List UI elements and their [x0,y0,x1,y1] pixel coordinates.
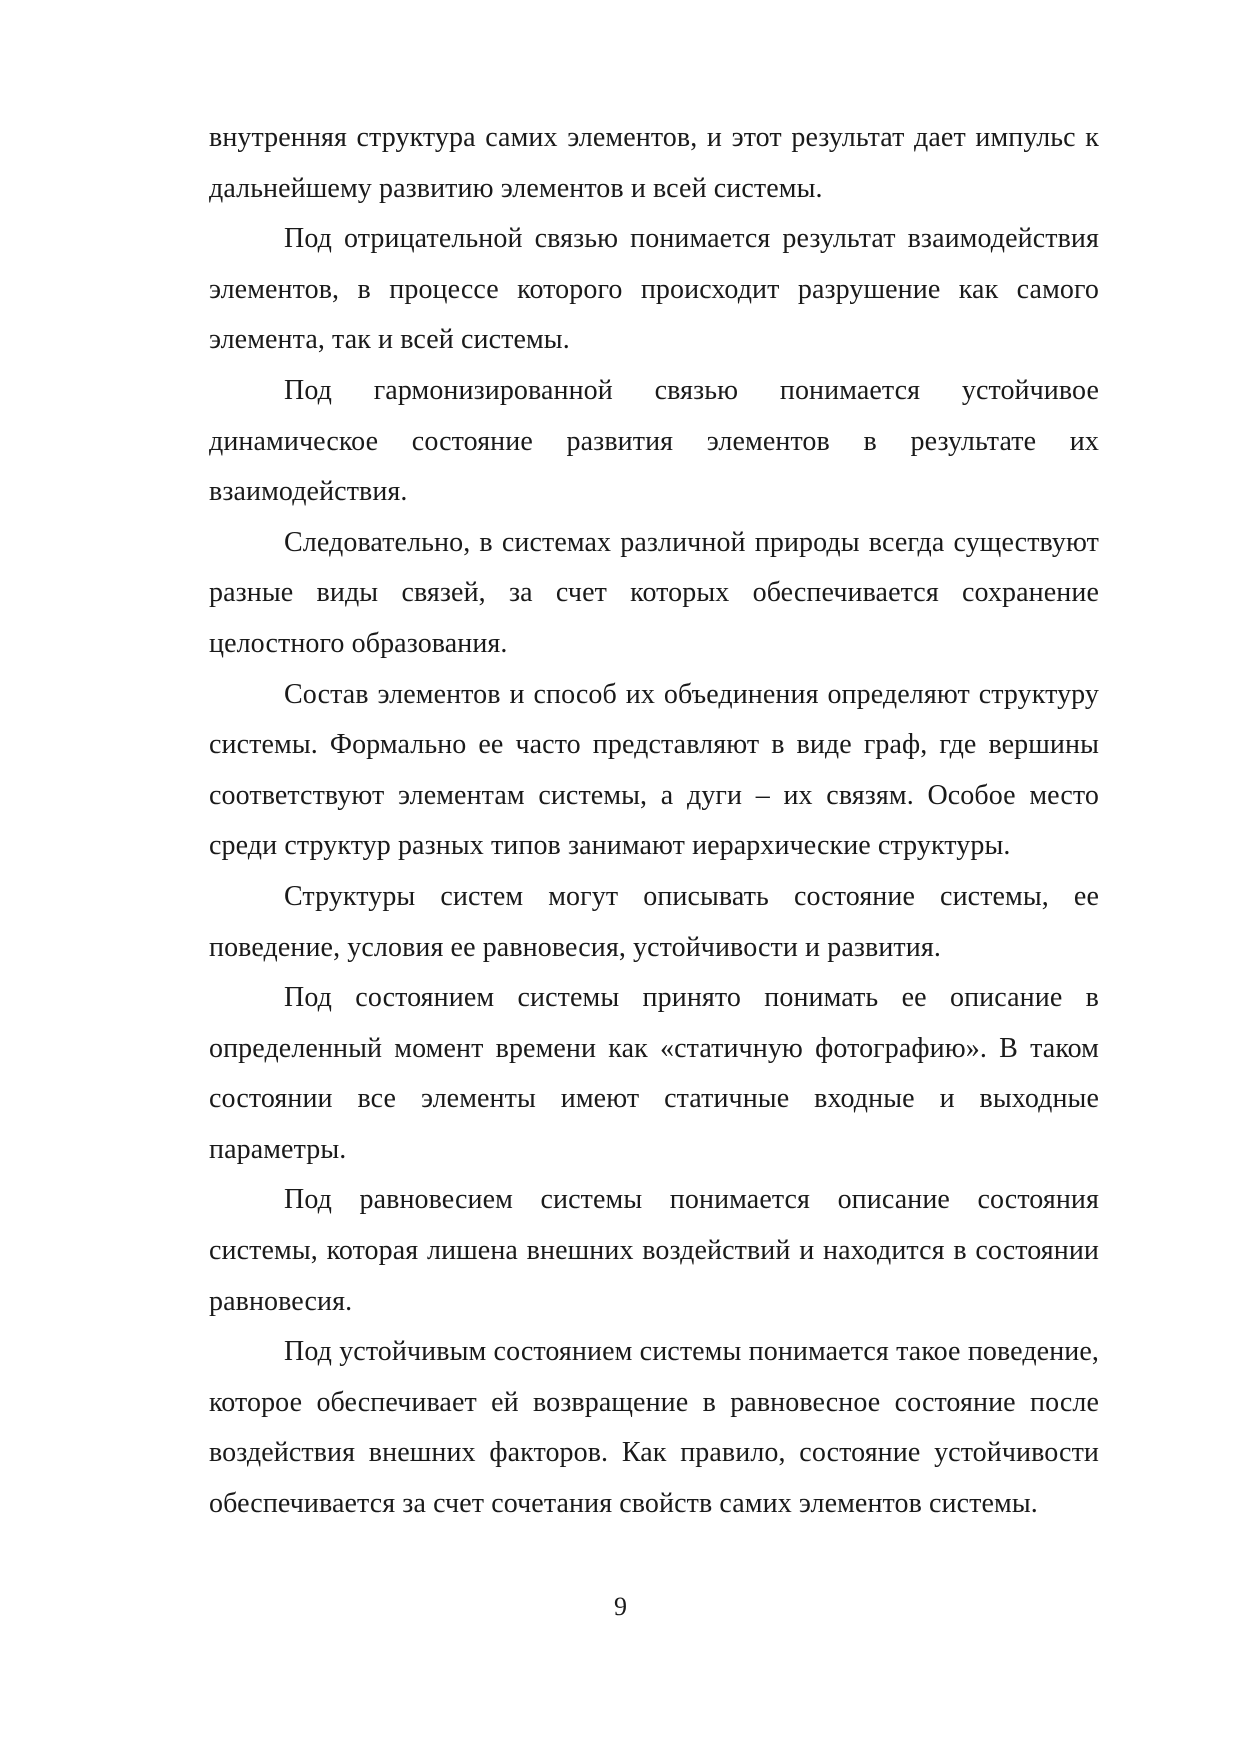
paragraph-stable-state: Под устойчивым состоянием системы понимается такое поведение, которое обеспечивает ей возвращение в равновесное состояние после воздействия внешних факторов. Как правило, состояние устойчивости обеспечивается за счет сочетания свойств самих элементов системы. [209,1336,1099,1520]
paragraph-structures-describe: Структуры систем могут описывать состояние системы, ее поведение, условия ее равновесия, устойчивости и развития. [209,880,1099,963]
paragraph-harmonized-link: Под гармонизированной связью понимается устойчивое динамическое состояние развития элементов в результате их взаимодействия. [209,374,1099,508]
paragraph-structure: Состав элементов и способ их объединения определяют структуру системы. Формально ее часто представляют в виде граф, где вершины соответствуют элементам системы, а дуги – их связям. Особое место среди структур разных типов занимают иерархические структуры. [209,678,1099,862]
paragraph-continuation: внутренняя структура самих элементов, и этот результат дает импульс к дальнейшему развитию элементов и всей системы. [209,122,1099,204]
paragraph-state: Под состоянием системы принято понимать ее описание в определенный момент времени как «статичную фотографию». В таком состоянии все элементы имеют статичные входные и выходные параметры. [209,982,1099,1165]
page-number [0,1594,1241,1618]
paragraph-equilibrium: Под равновесием системы понимается описание состояния системы, которая лишена внешних воздействий и находится в состоянии равновесия. [209,1184,1099,1317]
paragraph-negative-link: Под отрицательной связью понимается результат взаимодействия элементов, в процессе которого происходит разрушение как самого элемента, так и всей системы. [209,223,1099,356]
paragraph-consequently: Следовательно, в системах различной природы всегда существуют разные виды связей, за счет которых обеспечивается сохранение целостного образования. [209,526,1099,659]
page-number-label: 9 [614,1594,627,1618]
body-text [209,113,1099,1530]
